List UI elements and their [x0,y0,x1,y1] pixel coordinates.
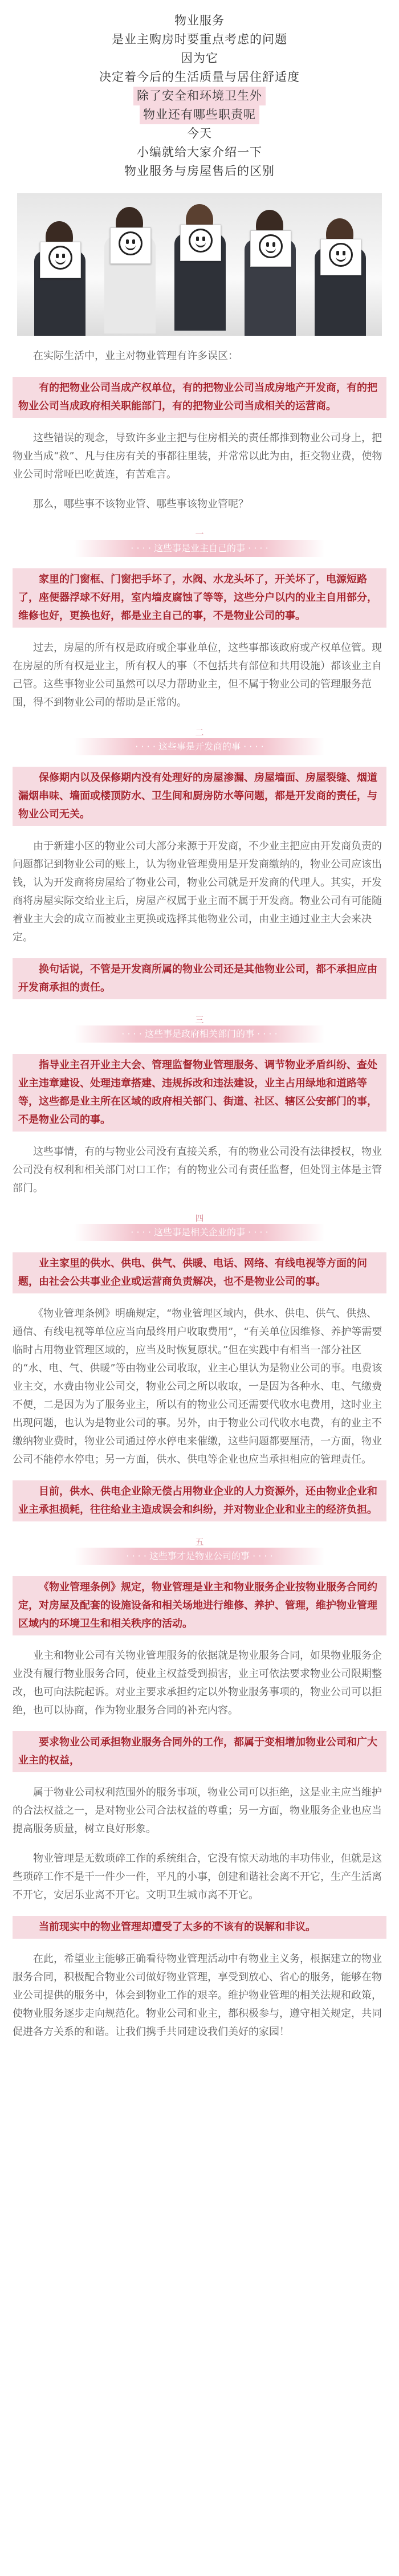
intro-line: 因为它 [181,51,218,65]
intro-line: 物业服务 [174,14,225,27]
person-figure [310,210,370,336]
section-heading [74,530,325,557]
highlight-block [13,377,386,418]
person-figure [100,199,160,336]
highlight-block [13,1054,386,1132]
highlight-text: 指导业主召开业主大会、管理监督物业管理服务、调节物业矛盾纠纷、查处业主违章建设、处理违章搭建、违规拆改和违法建设，业主占用绿地和道路等等，这些都是业主所在区域的政府相关部门、街道、社区、辖区公安部门的事，不是物业公司的事。 [18,1059,377,1126]
highlight-text: 家里的门窗框、门窗把手坏了，水阀、水龙头坏了，开关坏了，电源短路了，座便器浮球不好用，室内墙皮腐蚀了等等，这些分户以内的业主自用部分，维修也好，更换也好，都是业主自己的事，不是物业公司的事。 [18,573,377,622]
section-heading [74,1015,325,1043]
highlight-block [13,1731,386,1772]
article-paragraph: 这些事情，有的与物业公司没有直接关系，有的物业公司没有法律授权，物业公司没有权利和相关部门对口工作；有的物业公司有责任监督，但处罚主体是主管部门。 [13,1146,382,1194]
section-number: 二 [195,727,204,738]
highlight-block [13,1576,386,1635]
person-figure [240,202,300,336]
article-paragraph: 在此，希望业主能够正确看待物业管理活动中有物业主义务，根据建立的物业服务合同，积极配合物业公司做好物业管理，享受到放心、省心的服务，能够在物业公司提供的服务中，体会到物业工作的艰辛。维护物业管理的相关法规和政策，使物业服务逐步走向规范化。物业公司和业主，都积极参与，遵守相关规定，共同促进各方关系的和谐。让我们携手共同建设我们美好的家园！ [13,1953,382,2038]
intro-line: 物业服务与房屋售后的区别 [124,164,275,178]
highlight-block [13,1252,386,1293]
highlight-text: 换句话说，不管是开发商所属的物业公司还是其他物业公司，都不承担应由开发商承担的责任。 [18,963,377,994]
section-number: 一 [195,529,204,539]
intro-line: 决定着今后的生活质量与居住舒适度 [99,70,300,84]
article-paragraph: 那么，哪些事不该物业管、哪些事该物业管呢？ [33,498,249,510]
highlight-text: 保修期内以及保修期内没有处理好的房屋渗漏、房屋墙面、房屋裂缝、烟道漏烟串味、墙面或楼顶防水、卫生间和厨房防水等问题，都是开发商的责任，与物业公司无关。 [18,772,377,820]
section-heading [74,728,325,755]
article-paragraph: 物业管理是无数琐碎工作的系统组合，它没有惊天动地的丰功伟业，但就是这些琐碎工作不是干一件少一件，平凡的小事，创建和谐社会离不开它，生产生活离不开它，安居乐业离不开它。文明卫生城市离不开它。 [13,1853,382,1901]
highlight-block [13,767,386,826]
highlight-text: 目前，供水、供电企业除无偿占用物业企业的人力资源外，还由物业企业和业主承担损耗，往往给业主造成误会和纠纷，并对物业企业和业主的经济负担。 [18,1486,377,1516]
intro [0,0,399,181]
smiley-face-icon [189,229,213,253]
intro-line: 是业主购房时要重点考虑的问题 [112,32,287,46]
smiley-face-icon [119,231,142,255]
article [0,347,399,2041]
section-title: · · · · 这些事才是物业公司的事 · · · · [74,1548,325,1565]
highlight-text: 《物业管理条例》规定，物业管理是业主和物业服务企业按物业服务合同约定，对房屋及配套的设施设备和相关场地进行维修、养护、管理，维护物业管理区域内的环境卫生和相关秩序的活动。 [18,1581,377,1630]
highlight-text: 业主家里的供水、供电、供气、供暖、电话、网络、有线电视等方面的问题，由社会公共事业企业或运营商负责解决，也不是物业公司的事。 [18,1258,367,1288]
highlight-text: 要求物业公司承担物业服务合同外的工作，都属于变相增加物业公司和广大业主的权益， [18,1736,377,1767]
article-paragraph: 由于新建小区的物业公司大部分来源于开发商，不少业主把应由开发商负责的问题都记到物业公司的账上，认为物业管理费用是开发商缴纳的，物业公司应该出钱，认为开发商将房屋给了物业公司，物业公司就是开发商的代理人。其实，开发商将房屋实际交给业主后，房屋产权属于业主而不属于开发商。物业公司有可能随着业主大会的成立而被业主更换或选择其他物业公司，由业主通过业主大会来决定。 [13,840,382,943]
person-figure [30,213,89,336]
smiley-face-icon [329,243,353,267]
highlight-block [13,1480,386,1521]
section-title: · · · · 这些事是开发商的事 · · · · [74,738,325,755]
highlight-text: 有的把物业公司当成产权单位，有的把物业公司当成房地产开发商，有的把物业公司当成政府相关职能部门，有的把物业公司当成相关的运营商。 [18,382,377,412]
section-title: · · · · 这些事是业主自己的事 · · · · [74,540,325,557]
section-title: · · · · 这些事是相关企业的事 · · · · [74,1224,325,1241]
smiley-face-icon [48,246,72,270]
intro-line: 小编就给大家介绍一下 [137,145,262,159]
section-number: 四 [195,1213,204,1223]
intro-line-highlight: 除了安全和环境卫生外 [133,87,266,105]
article-paragraph: 业主和物业公司有关物业管理服务的依据就是物业服务合同，如果物业服务企业没有履行物业服务合同，使业主权益受到损害，业主可依法要求物业公司限期整改，也可向法院起诉。对业主要求承担约定以外物业服务事项的，物业公司可以拒绝，也可以协商，作为物业服务合同的补充内容。 [13,1650,382,1716]
intro-line-highlight: 物业还有哪些职责呢 [140,105,259,124]
section-title: · · · · 这些事是政府相关部门的事 · · · · [74,1025,325,1043]
article-paragraph: 《物业管理条例》明确规定，“物业管理区域内，供水、供电、供气、供热、通信、有线电视等单位应当向最终用户收取费用”，“有关单位因维修、养护等需要临时占用物业管理区域的，应当及时恢复原状。”但在实践中有相当一部分社区的“水、电、气、供暖”等由物业公司收取，业主心里认为是物业公司的事。电费该业主交，水费由物业公司交，物业公司之所以收取，一是因为各种水、电、气缴费不便，二是因为为了服务业主，所以有的物业公司还需要代收水电费用，这时业主出现问题，也认为是物业公司的事。另外，由于物业公司代收水电费，有的业主不缴纳物业费时，物业公司通过停水停电来催缴，这些问题都要厘清，一方面，物业公司不能停水停电；另一方面，供水、供电等企业也应当承担相应的管理责任。 [13,1308,382,1466]
smiley-face-icon [259,234,283,258]
article-paragraph: 这些错误的观念，导致许多业主把与住房相关的责任都推到物业公司身上，把物业当成“救”、凡与住房有关的事都往里装，并常常以此为由，拒交物业费，使物业公司时常哑巴吃黄连，有苦难言。 [13,432,382,481]
article-paragraph: 过去，房屋的所有权是政府或企事业单位，这些事都该政府或产权单位管。现在房屋的所有权是业主，所有权人的事（不包括共有部位和共用设施）都该业主自己管。这些事物业公司虽然可以尽力帮助业主，但不属于物业公司的管理服务范围，得不到物业公司的帮助是正常的。 [13,642,382,709]
highlight-block [13,1916,386,1939]
highlight-block [13,568,386,628]
article-paragraph: 属于物业公司权利范围外的服务事项，物业公司可以拒绝，这是业主应当维护的合法权益之一，是对物业公司合法权益的尊重；另一方面，物业服务企业也应当提高服务质量，树立良好形象。 [13,1786,382,1835]
article-paragraph: 在实际生活中，业主对物业管理有许多误区： [33,350,238,362]
section-number: 五 [195,1537,204,1547]
highlight-text: 当前现实中的物业管理却遭受了太多的不该有的误解和非议。 [39,1921,316,1933]
section-heading [74,1537,325,1565]
section-heading [74,1214,325,1241]
smiley-people-photo [17,193,382,336]
intro-line: 今天 [187,127,212,140]
highlight-block [13,958,386,999]
section-number: 三 [195,1015,204,1025]
person-figure [170,196,230,336]
